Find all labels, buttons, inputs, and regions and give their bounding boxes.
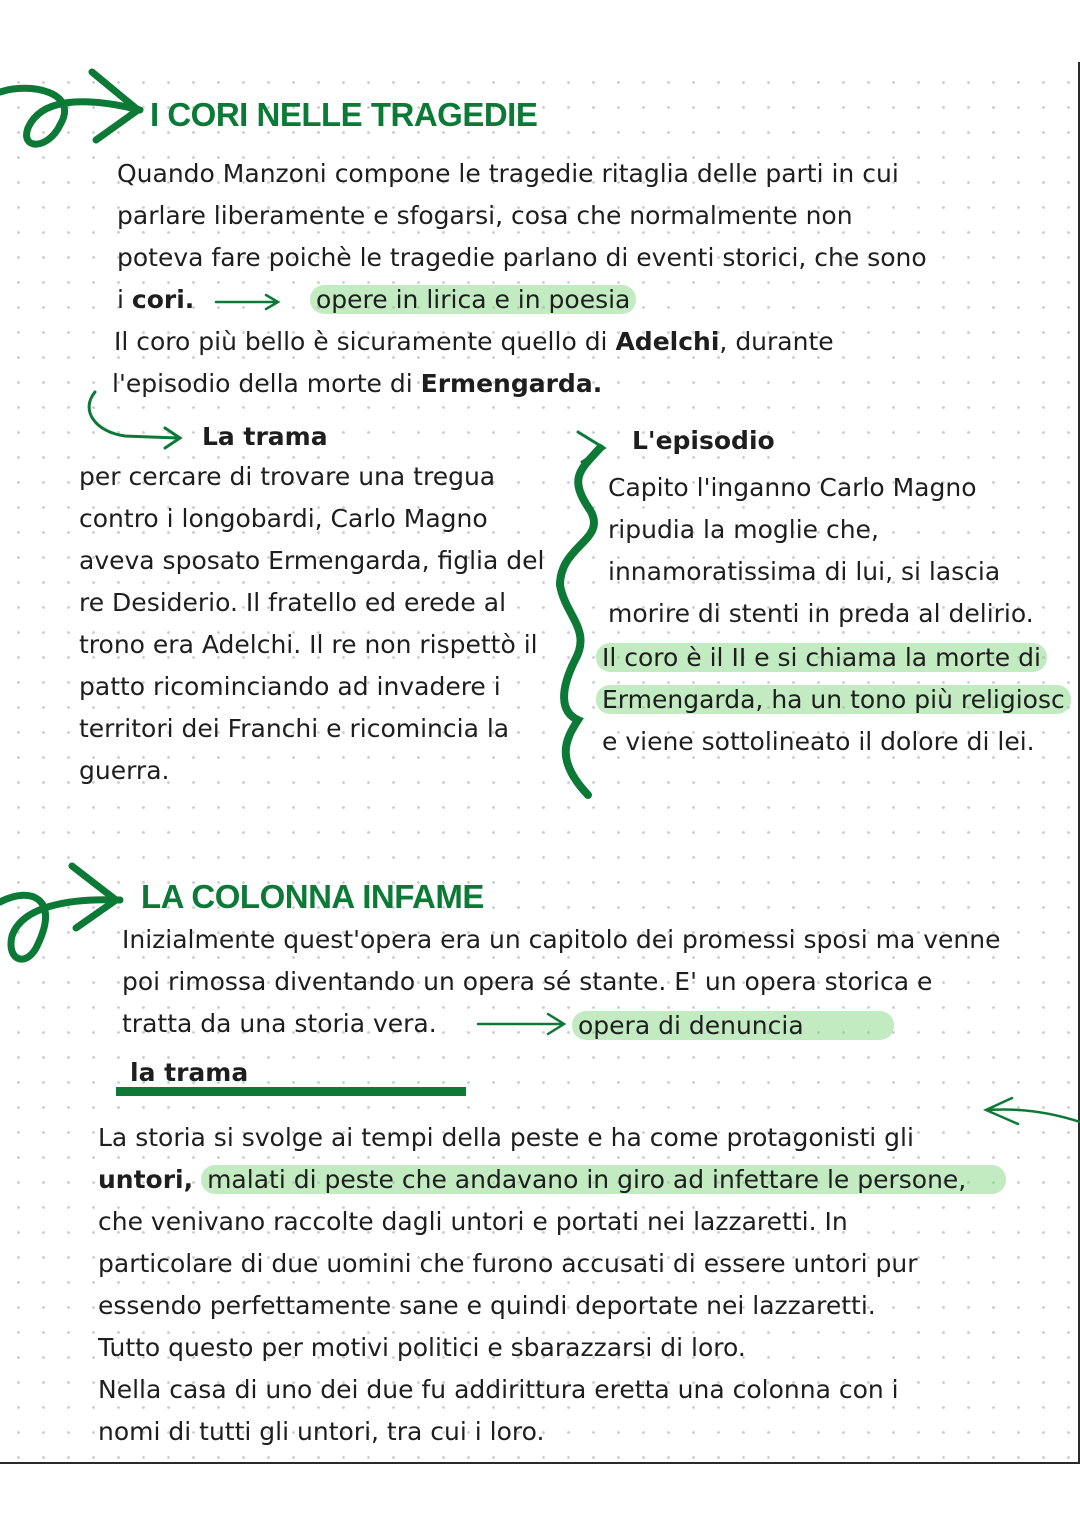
highlighted-text: Il coro è il II e si chiama la morte di xyxy=(596,643,1047,672)
paragraph-line: parlare liberamente e sfogarsi, cosa che normalmente non xyxy=(117,201,853,230)
text-fragment: l'episodio della morte di xyxy=(112,369,421,398)
trama-line: contro i longobardi, Carlo Magno xyxy=(79,504,488,533)
subheading-trama-2: la trama xyxy=(130,1058,249,1087)
trama2-line: che venivano raccolte dagli untori e portati nei lazzaretti. In xyxy=(98,1207,848,1236)
zigzag-divider xyxy=(560,448,600,795)
paragraph-line: La storia si svolge ai tempi della peste e ha come protagonisti gli xyxy=(98,1123,914,1152)
trama-line: aveva sposato Ermengarda, figlia del xyxy=(79,546,545,575)
arrow-left-icon xyxy=(986,1098,1080,1124)
trama-line: guerra. xyxy=(79,756,170,785)
paragraph-line xyxy=(98,1159,1006,1201)
bold-term: Adelchi xyxy=(615,327,720,356)
trama-line: territori dei Franchi e ricomincia la xyxy=(79,714,510,743)
episodio-highlight-line xyxy=(596,637,1080,679)
section-title-colonna: LA COLONNA INFAME xyxy=(141,878,484,915)
section-title-cori: I CORI NELLE TRAGEDIE xyxy=(150,96,538,133)
text-fragment: i xyxy=(117,285,132,314)
bold-term: cori. xyxy=(131,285,195,314)
subheading-episodio: L'episodio xyxy=(632,426,775,455)
paragraph-line xyxy=(117,279,194,321)
trama-line: re Desiderio. Il fratello ed erede al xyxy=(79,588,507,617)
trama2-line: essendo perfettamente sane e quindi deportate nei lazzaretti. xyxy=(98,1291,876,1320)
arrow-right-icon xyxy=(216,295,278,309)
trama2-line: Nella casa di uno dei due fu addirittura eretta una colonna con i xyxy=(98,1375,899,1404)
paragraph-line xyxy=(112,363,602,405)
paragraph-line: Inizialmente quest'opera era un capitolo dei promessi sposi ma venne xyxy=(122,925,1001,954)
highlighted-text: malati di peste che andavano in giro ad infettare le persone, xyxy=(201,1165,1006,1194)
highlighted-note: opera di denuncia xyxy=(572,1011,894,1040)
trama-line: patto ricominciando ad invadere i xyxy=(79,672,501,701)
text-fragment: Il coro più bello è sicuramente quello di xyxy=(114,327,616,356)
episodio-line: morire di stenti in preda al delirio. xyxy=(608,599,1034,628)
trama2-line: Tutto questo per motivi politici e sbarazzarsi di loro. xyxy=(98,1333,746,1362)
trama-line: trono era Adelchi. Il re non rispettò il xyxy=(79,630,538,659)
loop-arrow-icon-2 xyxy=(0,895,120,959)
highlighted-text: Ermengarda, ha un tono più religiosc xyxy=(596,685,1071,714)
subheading-trama: La trama xyxy=(202,422,328,451)
trama2-line: particolare di due uomini che furono accusati di essere untori pur xyxy=(98,1249,918,1278)
episodio-highlight-line xyxy=(596,679,1080,721)
text-fragment: , durante xyxy=(719,327,834,356)
episodio-line: innamoratissima di lui, si lascia xyxy=(608,557,1001,586)
arrow-note xyxy=(310,279,636,321)
paragraph-line xyxy=(114,321,834,363)
underline-bar xyxy=(116,1087,466,1096)
paragraph-line: Quando Manzoni compone le tragedie ritaglia delle parti in cui xyxy=(117,159,899,188)
paragraph-line: poi rimossa diventando un opera sé stante. E' un opera storica e xyxy=(122,967,933,996)
arrow-right-icon-2 xyxy=(478,1014,564,1034)
episodio-line: ripudia la moglie che, xyxy=(608,515,879,544)
bold-term: Ermengarda. xyxy=(420,369,603,398)
arrow-note-2 xyxy=(572,1005,894,1047)
bold-term: untori, xyxy=(98,1165,194,1194)
episodio-line: Capito l'inganno Carlo Magno xyxy=(608,473,977,502)
trama2-line: nomi di tutti gli untori, tra cui i loro. xyxy=(98,1417,545,1446)
trama-column xyxy=(79,456,544,792)
paragraph-line: poteva fare poichè le tragedie parlano di eventi storici, che sono xyxy=(117,243,927,272)
trama-line: per cercare di trovare una tregua xyxy=(79,462,496,491)
trama2-column xyxy=(98,1201,918,1453)
paragraph-line: tratta da una storia vera. xyxy=(122,1009,437,1038)
episodio-line: e viene sottolineato il dolore di lei. xyxy=(602,727,1035,756)
highlighted-note: opere in lirica e in poesia xyxy=(310,285,636,314)
